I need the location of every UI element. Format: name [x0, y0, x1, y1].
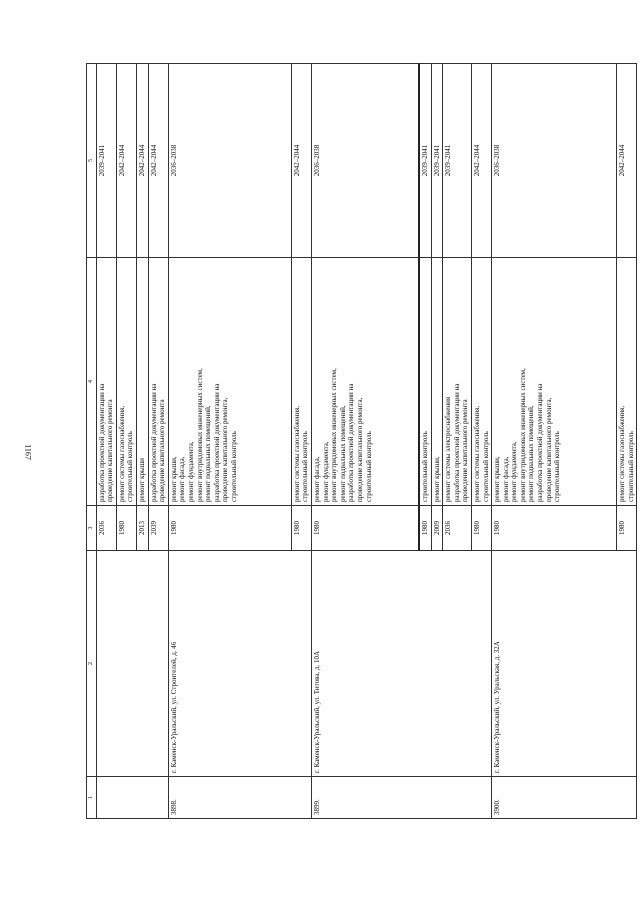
work-line: разработка проектной документации на	[347, 383, 356, 502]
work-line: ремонт внутридомовых инженерных систем,	[330, 368, 339, 502]
header-cell: 2	[87, 551, 97, 777]
work-line: строительный контроль	[301, 431, 310, 502]
table-row	[311, 64, 419, 819]
work-line: ремонт фасада,	[501, 456, 510, 502]
work-line: ремонт фасада,	[312, 456, 321, 502]
table-row	[492, 64, 617, 819]
work-line: ремонт системы газоснабжения,	[472, 405, 481, 502]
work-line: ремонт крыши	[137, 458, 146, 502]
header-cell: 4	[87, 258, 97, 506]
period-cell: 2036–2038	[492, 64, 617, 258]
row-number-cell: 3900.	[492, 777, 637, 819]
work-line: ремонт подвальных помещений,	[204, 405, 213, 502]
work-cell	[419, 258, 431, 506]
rotated-page	[86, 64, 635, 819]
work-line: разработка проектной документации на	[212, 383, 221, 502]
address-cell	[96, 551, 168, 777]
work-line: ремонт системы газоснабжения,	[117, 405, 126, 502]
work-line: ремонт крыши,	[169, 456, 178, 502]
work-cell	[311, 258, 419, 506]
row-number-cell: 3899.	[311, 777, 491, 819]
repair-schedule-table	[86, 63, 637, 819]
period-cell: 2036–2038	[311, 64, 419, 258]
work-line: ремонт крыши,	[432, 456, 441, 502]
work-line: ремонт фундамента,	[186, 441, 195, 502]
year-cell: 1980	[168, 506, 291, 551]
period-cell: 2036–2038	[168, 64, 291, 258]
period-cell: 2042–2044	[116, 64, 136, 258]
table-row	[96, 64, 116, 819]
work-line: проведение капитального ремонта	[106, 399, 115, 502]
row-number-cell: 3898.	[168, 777, 311, 819]
table-row	[168, 64, 291, 819]
work-line: проведение капитального ремонта	[158, 399, 167, 502]
work-line: строительный контроль	[126, 431, 135, 502]
work-cell	[96, 258, 116, 506]
year-cell: 2013	[136, 506, 148, 551]
address-cell: г. Каменск-Уральский, ул. Титова, д. 10А	[311, 551, 491, 777]
work-line: строительный контроль	[553, 431, 562, 502]
header-cell: 3	[87, 506, 97, 551]
work-line: ремонт внутридомовых инженерных систем,	[518, 368, 527, 502]
work-line: разработка проектной документации на	[536, 383, 545, 502]
work-line: ремонт системы газоснабжения,	[618, 405, 627, 502]
work-cell	[492, 258, 617, 506]
work-line: ремонт системы электроснабжения	[444, 396, 453, 502]
address-cell: г. Каменск-Уральский, ул. Строителей, д. 46	[168, 551, 311, 777]
year-cell: 2036	[96, 506, 116, 551]
work-cell	[443, 258, 472, 506]
work-line: строительный контроль	[481, 431, 490, 502]
work-line: ремонт подвальных помещений,	[527, 405, 536, 502]
work-line: ремонт крыши,	[493, 456, 502, 502]
year-cell: 1980	[311, 506, 419, 551]
work-line: ремонт внутридомовых инженерных систем,	[195, 368, 204, 502]
address-cell: г. Каменск-Уральский, ул. Уральская, д. 32А	[492, 551, 637, 777]
period-cell: 2042–2044	[291, 64, 311, 258]
year-cell: 2039	[148, 506, 168, 551]
period-cell: 2042–2044	[471, 64, 491, 258]
period-cell: 2039–2041	[419, 64, 431, 258]
work-line: ремонт подвальных помещений,	[338, 405, 347, 502]
work-line: разработка проектной документации на	[97, 383, 106, 502]
work-cell	[116, 258, 136, 506]
period-cell: 2042–2044	[136, 64, 148, 258]
work-cell	[431, 258, 443, 506]
period-cell: 2039–2041	[443, 64, 472, 258]
work-cell	[617, 258, 637, 506]
year-cell: 2036	[443, 506, 472, 551]
table-body	[96, 64, 637, 819]
period-cell: 2039–2041	[96, 64, 116, 258]
work-cell	[471, 258, 491, 506]
work-line: ремонт фасада,	[178, 456, 187, 502]
work-line: строительный контроль	[420, 431, 429, 502]
work-line: проведение капитального ремонта	[461, 399, 470, 502]
work-line: разработка проектной документации на	[149, 383, 158, 502]
header-row	[87, 64, 97, 819]
work-line: строительный контроль	[626, 431, 635, 502]
work-line: ремонт фундамента,	[510, 441, 519, 502]
work-cell	[291, 258, 311, 506]
year-cell: 1980	[617, 506, 637, 551]
page-number: 1167	[23, 444, 33, 460]
year-cell: 1980	[116, 506, 136, 551]
work-line: проведение капитального ремонта,	[355, 397, 364, 502]
work-cell	[148, 258, 168, 506]
work-line: ремонт фундамента,	[321, 441, 330, 502]
year-cell: 2009	[431, 506, 443, 551]
header-cell: 5	[87, 64, 97, 258]
work-line: ремонт системы газоснабжения,	[292, 405, 301, 502]
work-line: разработка проектной документации на	[452, 383, 461, 502]
work-cell	[136, 258, 148, 506]
work-cell	[168, 258, 291, 506]
work-line: проведение капитального ремонта,	[221, 397, 230, 502]
row-number-cell	[96, 777, 168, 819]
period-cell: 2042–2044	[617, 64, 637, 258]
period-cell: 2039–2041	[431, 64, 443, 258]
year-cell: 1980	[291, 506, 311, 551]
work-line: проведение капитального ремонта,	[544, 397, 553, 502]
period-cell: 2042–2044	[148, 64, 168, 258]
work-line: строительный контроль	[364, 431, 373, 502]
year-cell: 1980	[419, 506, 431, 551]
header-cell: 1	[87, 777, 97, 819]
year-cell: 1980	[492, 506, 617, 551]
work-line: строительный контроль	[229, 431, 238, 502]
year-cell: 1980	[471, 506, 491, 551]
